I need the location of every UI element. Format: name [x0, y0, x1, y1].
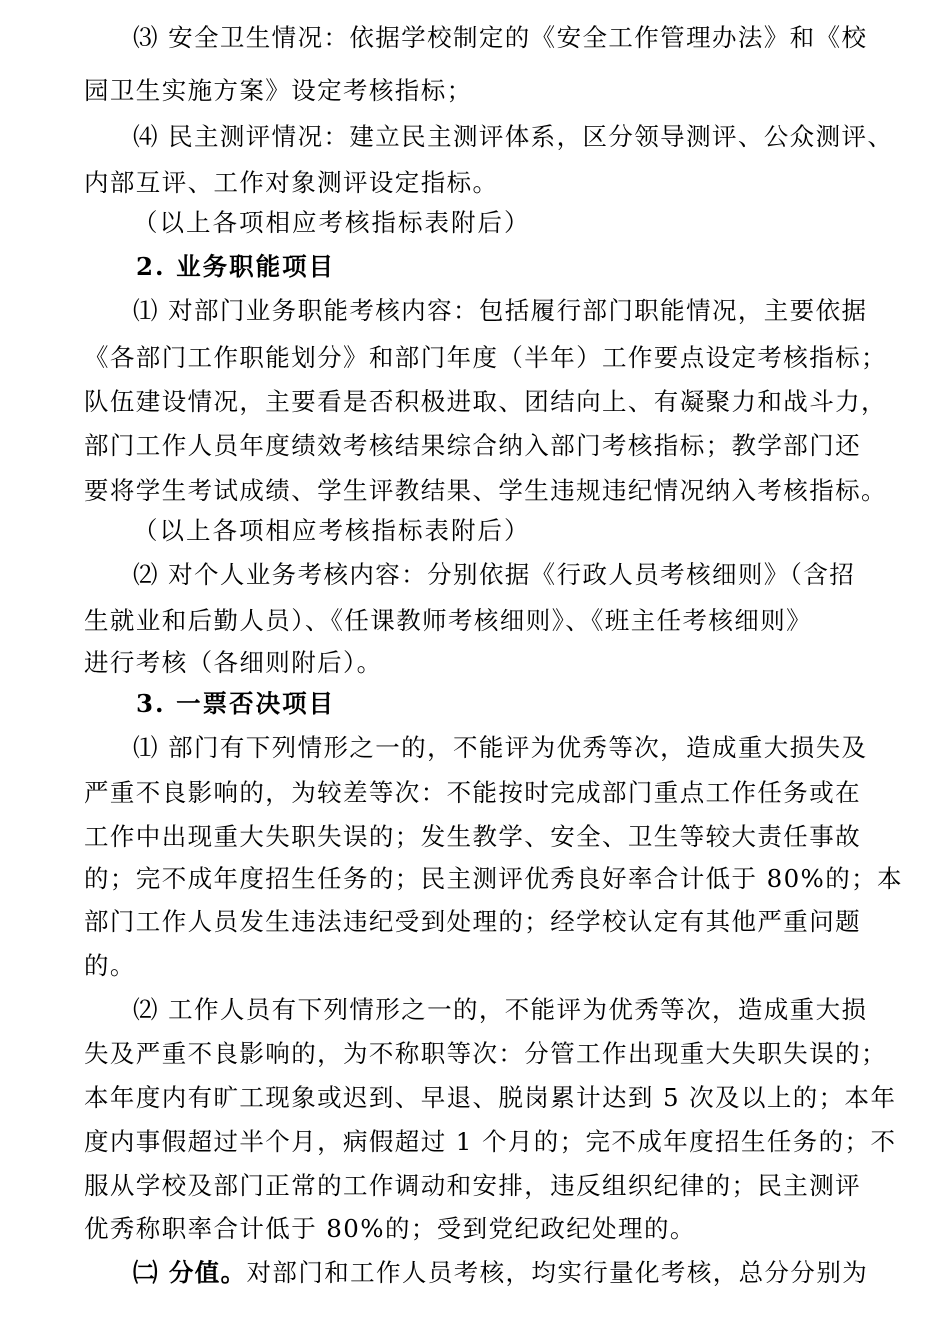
paragraph-line: 部门工作人员年度绩效考核结果综合纳入部门考核指标；教学部门还: [84, 431, 861, 460]
paragraph-line: ⑵ 对个人业务考核内容：分别依据《行政人员考核细则》（含招: [133, 560, 856, 589]
paragraph-line: ⑴ 部门有下列情形之一的，不能评为优秀等次，造成重大损失及: [133, 733, 868, 762]
paragraph-line: 部门工作人员发生违法违纪受到处理的；经学校认定有其他严重问题: [84, 907, 861, 936]
note-line: （以上各项相应考核指标表附后）: [133, 208, 531, 237]
paragraph-line: 度内事假超过半个月，病假超过 1 个月的；完不成年度招生任务的；不: [84, 1127, 897, 1156]
paragraph-line: ⑴ 对部门业务职能考核内容：包括履行部门职能情况，主要依据: [133, 296, 868, 325]
paragraph-line: 严重不良影响的，为较差等次：不能按时完成部门重点工作任务或在: [84, 778, 861, 807]
paragraph-line: 的。: [84, 951, 136, 980]
paragraph-line: 内部互评、工作对象测评设定指标。: [84, 168, 499, 197]
paragraph-line: 队伍建设情况，主要看是否积极进取、团结向上、有凝聚力和战斗力，: [84, 387, 887, 416]
section-heading: 2. 业务职能项目: [136, 252, 336, 281]
paragraph-line: 园卫生实施方案》设定考核指标；: [84, 76, 473, 105]
paragraph-line: ⑷ 民主测评情况：建立民主测评体系，区分领导测评、公众测评、: [133, 122, 894, 151]
paragraph-line: 失及严重不良影响的，为不称职等次：分管工作出现重大失职失误的；: [84, 1039, 887, 1068]
paragraph-line: 本年度内有旷工现象或迟到、早退、脱岗累计达到 5 次及以上的；本年: [84, 1083, 897, 1112]
paragraph-line: 生就业和后勤人员）、《任课教师考核细则》、《班主任考核细则》: [84, 606, 812, 635]
paragraph-line: 的；完不成年度招生任务的；民主测评优秀良好率合计低于 80%的；本: [84, 864, 903, 893]
note-line: （以上各项相应考核指标表附后）: [133, 516, 531, 545]
paragraph-line: [133, 1253, 884, 1293]
section-heading: 3. 一票否决项目: [136, 689, 336, 718]
paragraph-line: 进行考核（各细则附后）。: [84, 648, 383, 677]
subsection-heading: ㈡ 分值。: [133, 1258, 247, 1287]
paragraph-line: 优秀称职率合计低于 80%的；受到党纪政纪处理的。: [84, 1214, 696, 1243]
paragraph-line: ⑶ 安全卫生情况：依据学校制定的《安全工作管理办法》和《校: [133, 23, 868, 52]
paragraph-line: 《各部门工作职能划分》和部门年度（半年）工作要点设定考核指标；: [84, 343, 887, 372]
paragraph-text: 对部门和工作人员考核，均实行量化考核，总分分别为: [246, 1258, 869, 1287]
paragraph-line: 要将学生考试成绩、学生评教结果、学生违规违纪情况纳入考核指标。: [84, 476, 887, 505]
paragraph-line: ⑵ 工作人员有下列情形之一的，不能评为优秀等次，造成重大损: [133, 995, 868, 1024]
paragraph-line: 工作中出现重大失职失误的；发生教学、安全、卫生等较大责任事故: [84, 822, 861, 851]
paragraph-line: 服从学校及部门正常的工作调动和安排，违反组织纪律的；民主测评: [84, 1171, 861, 1200]
